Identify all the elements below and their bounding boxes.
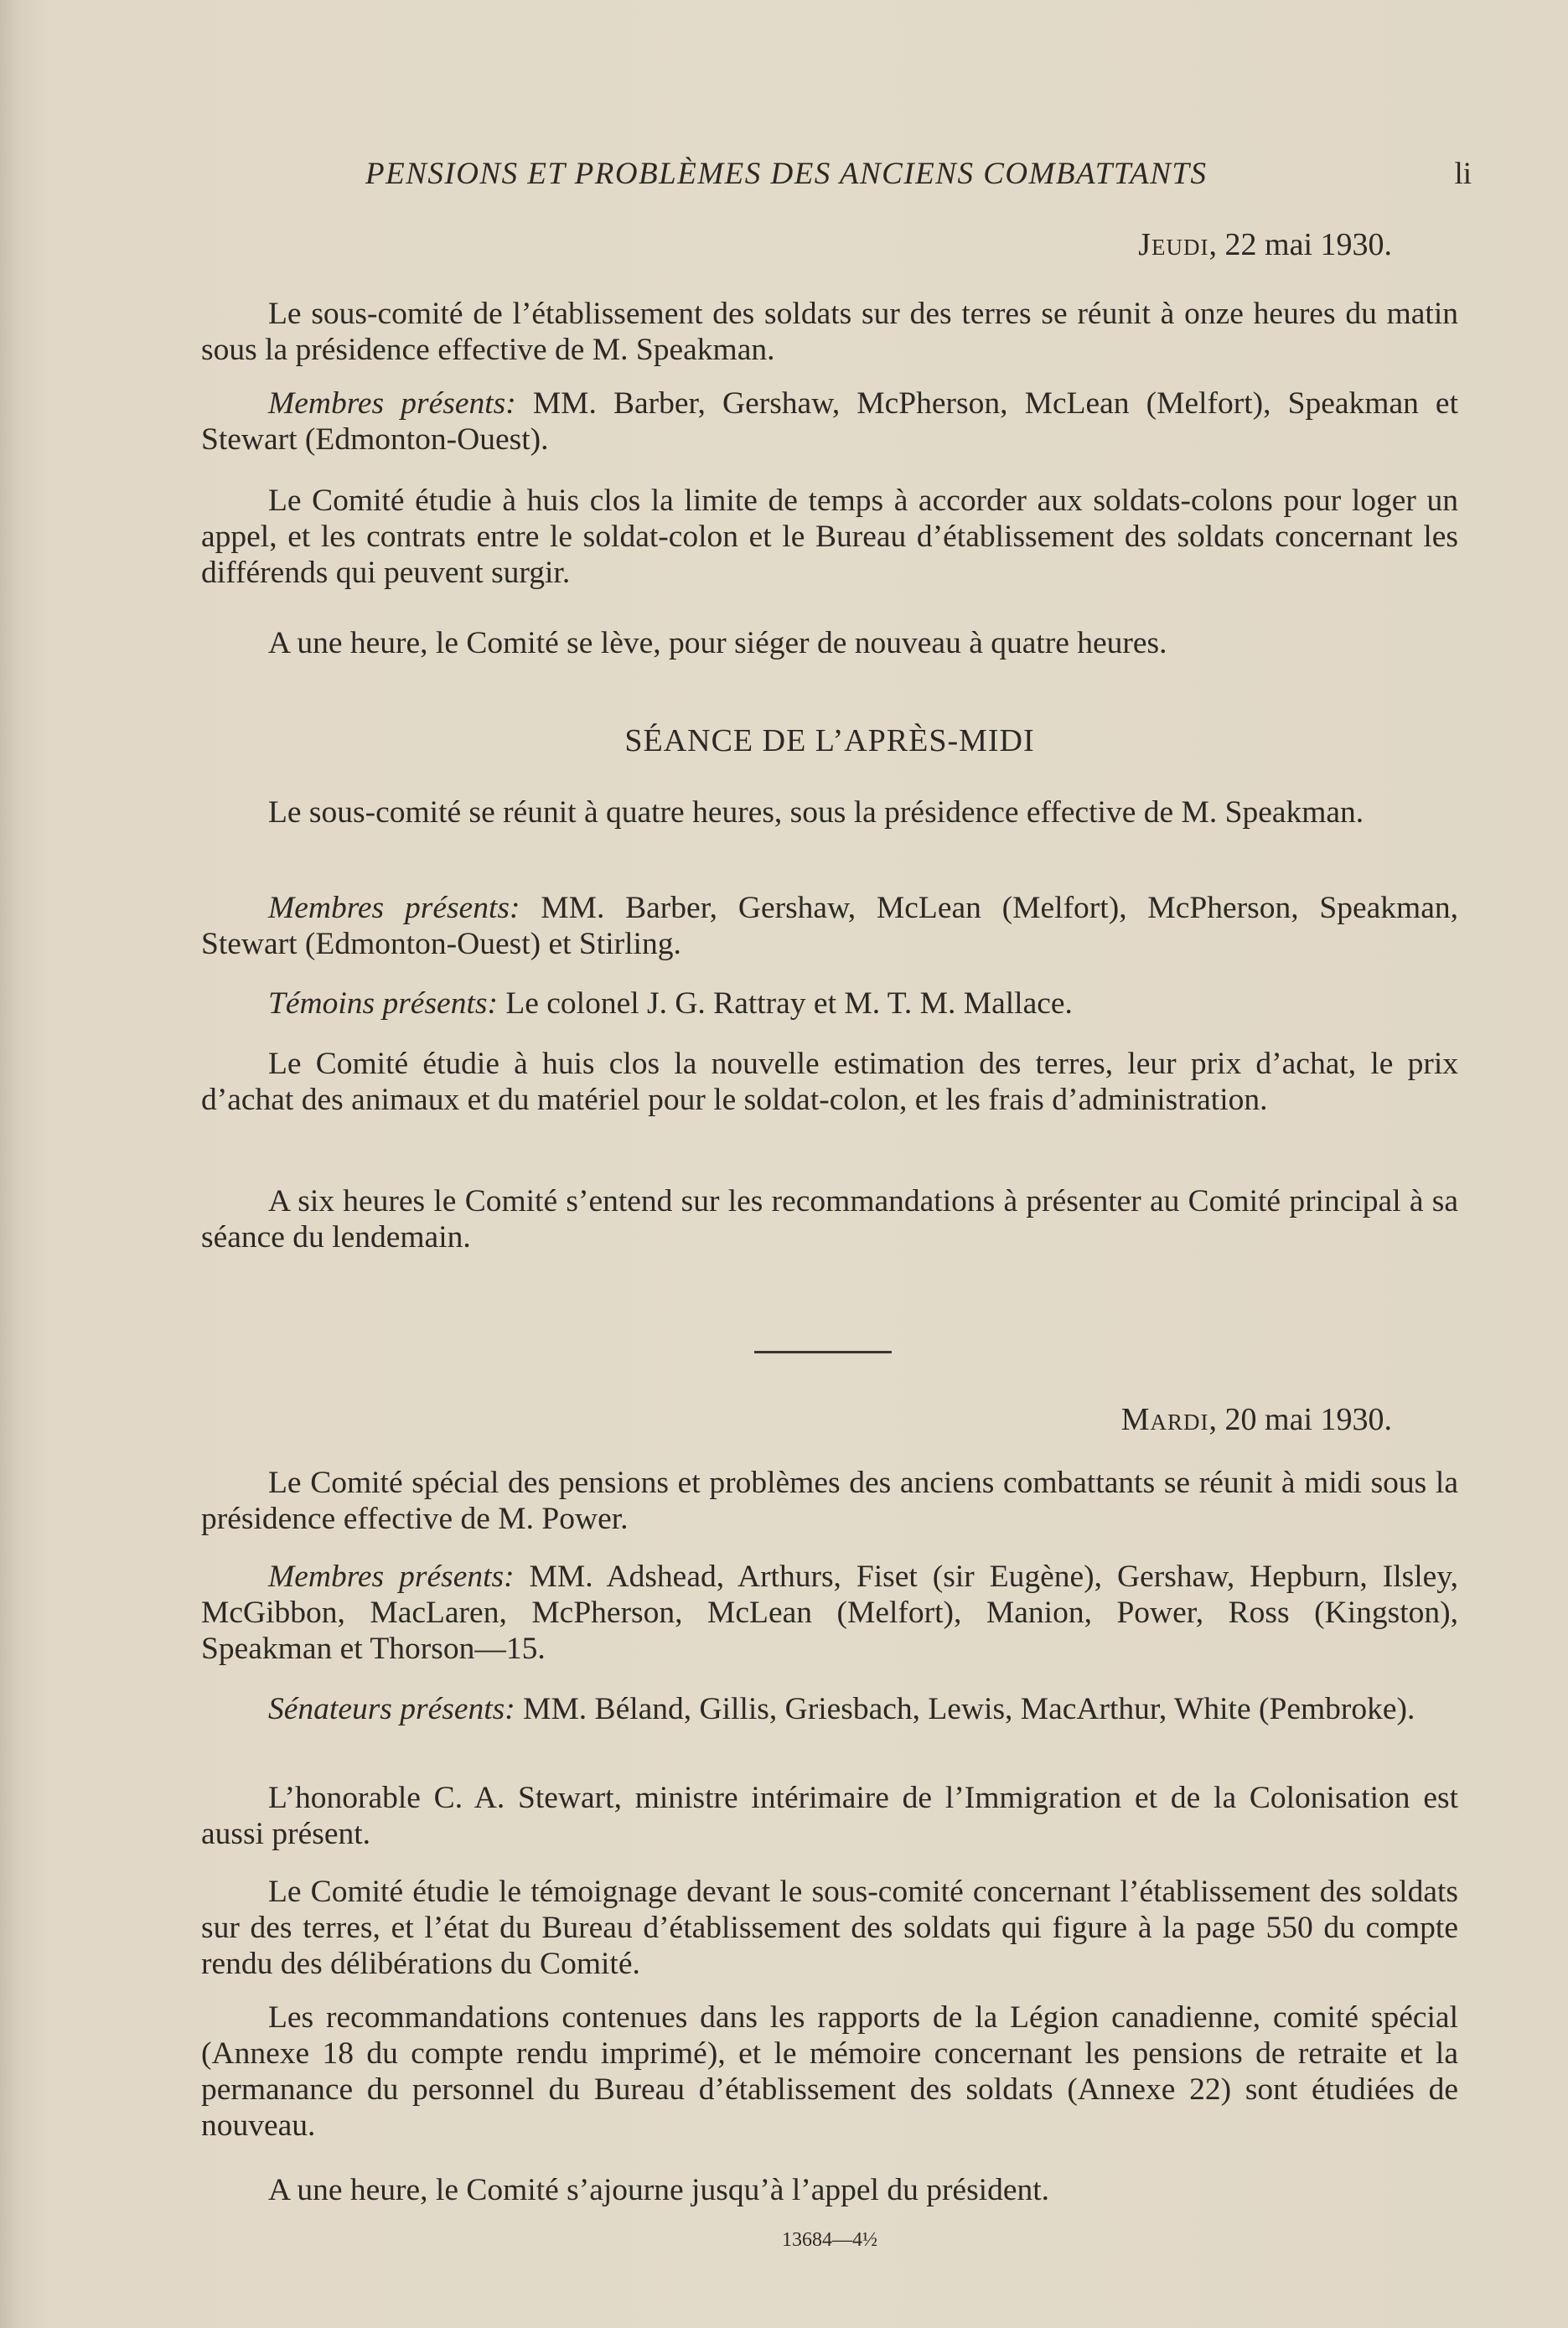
section-divider [754,1351,892,1353]
paragraph-members: Membres présents: MM. Adshead, Arthurs, Fiset (sir Eugène), Gershaw, Hepburn, Ilsley, McGibbon, MacLaren, McPherson, McLean (Melfort), Manion, Power, Ross (Kingston), Speakman et Thorson—15. [201,1560,1458,1666]
date-thursday: Jeudi, 22 mai 1930. [1138,227,1392,262]
paragraph: A une heure, le Comité s’ajourne jusqu’à l’appel du président. [268,2173,1050,2207]
paragraph-witnesses: Témoins présents: Le colonel J. G. Rattray et M. T. M. Mallace. [268,986,1073,1021]
paragraph: L’honorable C. A. Stewart, ministre intérimaire de l’Immigration et de la Colonisation est aussi présent. [201,1781,1458,1851]
paragraph: Le Comité étudie le témoignage devant le sous-comité concernant l’établissement des soldats sur des terres, et l’état du Bureau d’établissement des soldats qui figure à la page 550 du compte rendu des délibérations du Comité. [201,1875,1458,1981]
paragraph: Le sous-comité de l’établissement des soldats sur des terres se réunit à onze heures du matin sous la présidence effective de M. Speakman. [201,297,1458,367]
page-number: li [1454,157,1472,191]
print-code: 13684—4½ [782,2229,877,2251]
paragraph: Le Comité étudie à huis clos la limite de temps à accorder aux soldats-colons pour loger un appel, et les contrats entre le soldat-colon et le Bureau d’établissement des soldats concernant les différends qui peuvent surgir. [201,484,1458,590]
paragraph: Le Comité étudie à huis clos la nouvelle estimation des terres, leur prix d’achat, le prix d’achat des animaux et du matériel pour le soldat-colon, et les frais d’administration. [201,1047,1458,1117]
members-label: Membres présents: [268,891,520,925]
paragraph-members: Membres présents: MM. Barber, Gershaw, McPherson, McLean (Melfort), Speakman et Stewart (Edmonton-Ouest). [201,386,1458,457]
witnesses-label: Témoins présents: [268,986,498,1021]
paragraph: Les recommandations contenues dans les rapports de la Légion canadienne, comité spécial (Annexe 18 du compte rendu imprimé), et le mémoire concernant les pensions de retraite et la permanance du personnel du Bureau d’établissement des soldats (Annexe 22) sont étudiées de nouveau. [201,2000,1458,2143]
members-label: Membres présents: [268,1560,515,1594]
paragraph: Le Comité spécial des pensions et problèmes des anciens combattants se réunit à midi sous la présidence effective de M. Power. [201,1466,1458,1536]
paragraph: Le sous-comité se réunit à quatre heures, sous la présidence effective de M. Speakman. [268,795,1364,830]
header-title: PENSIONS ET PROBLÈMES DES ANCIENS COMBATTANTS [365,157,1208,191]
paragraph-senators: Sénateurs présents: MM. Béland, Gillis, Griesbach, Lewis, MacArthur, White (Pembroke). [268,1692,1415,1726]
paragraph-members: Membres présents: MM. Barber, Gershaw, McLean (Melfort), McPherson, Speakman, Stewart (Edmonton-Ouest) et Stirling. [201,891,1458,961]
members-label: Membres présents: [268,386,516,421]
paragraph: A une heure, le Comité se lève, pour siéger de nouveau à quatre heures. [268,626,1167,660]
senators-label: Sénateurs présents: [268,1692,515,1726]
running-header [365,156,1472,198]
section-heading: SÉANCE DE L’APRÈS-MIDI [624,723,1035,758]
date-tuesday: Mardi, 20 mai 1930. [1120,1402,1392,1437]
paragraph: A six heures le Comité s’entend sur les recommandations à présenter au Comité principal à sa séance du lendemain. [201,1184,1458,1255]
